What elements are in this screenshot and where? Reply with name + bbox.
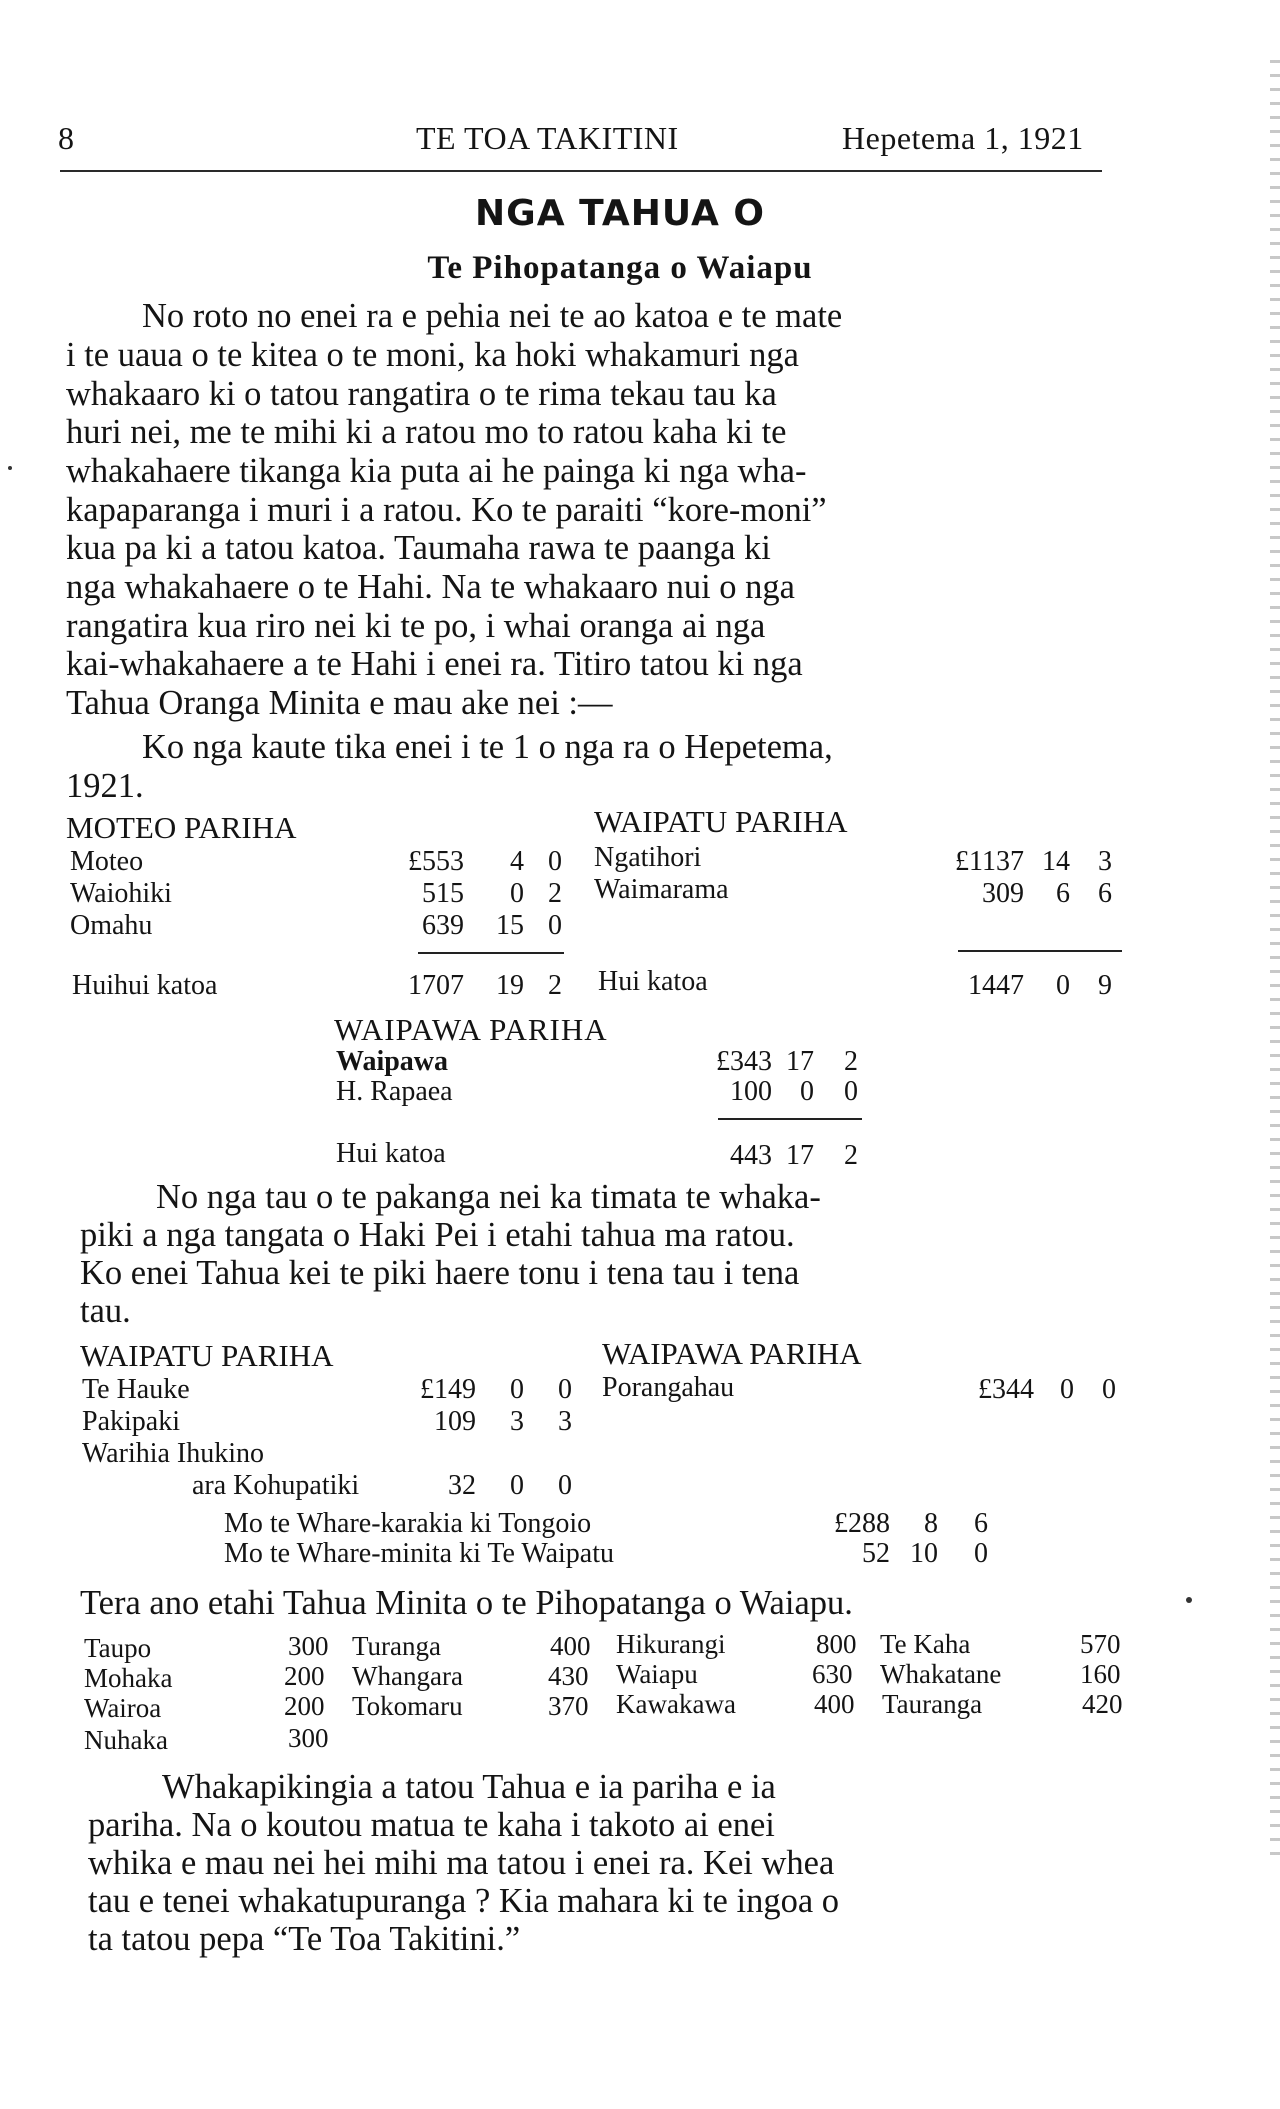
issue-date: Hepetema 1, 1921 xyxy=(842,120,1084,156)
row-name: Warihia Ihukino xyxy=(82,1438,265,1469)
row-name: Te Hauke xyxy=(82,1374,190,1405)
fund-amount: 200 xyxy=(284,1691,325,1721)
text-line: kua pa ki a tatou katoa. Taumaha rawa te paanga ki xyxy=(66,529,771,567)
fund-amount: 200 xyxy=(284,1661,325,1691)
fund-pence: 0 xyxy=(974,1538,988,1569)
text-line: kai-whakahaere a te Hahi i enei ra. Titiro tatou ki nga xyxy=(66,645,803,683)
total-shillings: 17 xyxy=(786,1140,814,1171)
row-pounds: 309 xyxy=(982,878,1024,909)
text-line: nga whakahaere o te Hahi. Na te whakaaro nui o nga xyxy=(66,568,795,606)
fund-amount: 800 xyxy=(816,1629,857,1659)
total-pounds: 1447 xyxy=(968,970,1024,1001)
row-name: Pakipaki xyxy=(82,1406,180,1437)
row-name: Ngatihori xyxy=(594,842,702,873)
text-line: i te uaua o te kitea o te moni, ka hoki whakamuri nga xyxy=(66,336,799,374)
row-shillings: 4 xyxy=(510,846,524,877)
row-pence: 3 xyxy=(558,1406,572,1437)
text-line: tau e tenei whakatupuranga ? Kia mahara ki te ingoa o xyxy=(88,1882,840,1920)
row-shillings: 0 xyxy=(1060,1374,1074,1405)
row-pence: 0 xyxy=(548,846,562,877)
fund-amount: 300 xyxy=(288,1631,329,1661)
text-line: whakaaro ki o tatou rangatira o te rima tekau tau ka xyxy=(66,375,777,413)
text-line: kapaparanga i muri i a ratou. Ko te paraiti “kore-moni” xyxy=(66,491,827,529)
row-shillings: 0 xyxy=(510,878,524,909)
text-line: piki a nga tangata o Haki Pei i etahi tahua ma ratou. xyxy=(80,1216,795,1254)
row-name: Waipawa xyxy=(336,1046,449,1077)
fund-name: Whakatane xyxy=(880,1659,1002,1689)
row-name: Waiohiki xyxy=(70,878,172,909)
other-funds-heading: Tera ano etahi Tahua Minita o te Pihopatanga o Waiapu. xyxy=(80,1584,853,1622)
fund-name: Turanga xyxy=(352,1631,442,1661)
header-rule xyxy=(60,170,1102,172)
fund-name: Nuhaka xyxy=(84,1725,168,1755)
text-line: Ko nga kaute tika enei i te 1 o nga ra o Hepetema, xyxy=(142,728,833,766)
fund-name: Mohaka xyxy=(84,1663,173,1693)
total-pounds: 443 xyxy=(730,1140,772,1171)
row-pounds: £553 xyxy=(408,846,464,877)
text-line: tau. xyxy=(80,1292,131,1330)
fund-name: Tauranga xyxy=(882,1689,983,1719)
total-label: Hui katoa xyxy=(336,1138,446,1169)
row-shillings: 0 xyxy=(510,1374,524,1405)
text-line: No roto no enei ra e pehia nei te ao katoa e te mate xyxy=(142,297,843,335)
text-line: Ko enei Tahua kei te piki haere tonu i tena tau i tena xyxy=(80,1254,800,1292)
row-pounds: 639 xyxy=(422,910,464,941)
row-shillings: 3 xyxy=(510,1406,524,1437)
total-pence: 2 xyxy=(844,1140,858,1171)
row-pounds: 109 xyxy=(434,1406,476,1437)
fund-shillings: 8 xyxy=(924,1508,938,1539)
row-name: ara Kohupatiki xyxy=(192,1470,360,1501)
text-line: pariha. Na o koutou matua te kaha i takoto ai enei xyxy=(88,1806,775,1844)
row-pence: 0 xyxy=(1102,1374,1116,1405)
fund-amount: 160 xyxy=(1080,1659,1121,1689)
scan-speck xyxy=(8,466,12,470)
text-line: Whakapikingia a tatou Tahua e ia pariha e ia xyxy=(162,1768,776,1806)
article-subtitle: Te Pihopatanga o Waiapu xyxy=(427,250,813,286)
row-pence: 0 xyxy=(548,910,562,941)
row-shillings: 15 xyxy=(496,910,524,941)
fund-amount: 300 xyxy=(288,1723,329,1753)
row-pence: 2 xyxy=(548,878,562,909)
text-line: ta tatou pepa “Te Toa Takitini.” xyxy=(88,1920,521,1958)
total-shillings: 19 xyxy=(496,970,524,1001)
fund-amount: 630 xyxy=(812,1659,853,1689)
row-pounds: £149 xyxy=(420,1374,476,1405)
row-pence: 0 xyxy=(558,1470,572,1501)
text-line: huri nei, me te mihi ki a ratou mo to ratou kaha ki te xyxy=(66,413,787,451)
row-shillings: 0 xyxy=(800,1076,814,1107)
fund-amount: 400 xyxy=(814,1689,855,1719)
row-pounds: 100 xyxy=(730,1076,772,1107)
row-shillings: 17 xyxy=(786,1046,814,1077)
text-line: 1921. xyxy=(66,767,144,805)
sum-rule xyxy=(418,952,564,954)
row-pounds: £1137 xyxy=(955,846,1024,877)
row-pence: 6 xyxy=(1098,878,1112,909)
fund-amount: 400 xyxy=(550,1631,591,1661)
page-edge-noise xyxy=(1270,60,1280,1860)
row-name: Porangahau xyxy=(602,1372,735,1403)
journal-title: TE TOA TAKITINI xyxy=(416,120,679,156)
row-shillings: 14 xyxy=(1042,846,1070,877)
text-line: rangatira kua riro nei ki te po, i whai oranga ai nga xyxy=(66,607,766,645)
page-number: 8 xyxy=(58,120,75,156)
row-pounds: £344 xyxy=(978,1374,1034,1405)
fund-amount: 430 xyxy=(548,1661,589,1691)
total-label: Hui katoa xyxy=(598,966,708,997)
row-pounds: 32 xyxy=(448,1470,476,1501)
row-pence: 3 xyxy=(1098,846,1112,877)
fund-name: Wairoa xyxy=(84,1693,162,1723)
article-title: NGA TAHUA O xyxy=(475,193,765,234)
fund-pence: 6 xyxy=(974,1508,988,1539)
row-pence: 2 xyxy=(844,1046,858,1077)
fund-name: Hikurangi xyxy=(616,1629,726,1659)
row-name: Moteo xyxy=(70,846,144,877)
row-shillings: 0 xyxy=(510,1470,524,1501)
total-pounds: 1707 xyxy=(408,970,464,1001)
text-line: No nga tau o te pakanga nei ka timata te whaka- xyxy=(156,1178,821,1216)
fund-name: Waiapu xyxy=(616,1659,698,1689)
row-pence: 0 xyxy=(844,1076,858,1107)
row-name: Omahu xyxy=(70,910,153,941)
fund-name: Taupo xyxy=(84,1633,152,1663)
fund-amount: 420 xyxy=(1082,1689,1123,1719)
fund-name: Mo te Whare-minita ki Te Waipatu xyxy=(224,1538,615,1569)
text-line: whika e mau nei hei mihi ma tatou i enei ra. Kei whea xyxy=(88,1844,835,1882)
fund-name: Kawakawa xyxy=(616,1689,736,1719)
total-pence: 9 xyxy=(1098,970,1112,1001)
total-label: Huihui katoa xyxy=(72,970,218,1001)
fund-name: Mo te Whare-karakia ki Tongoio xyxy=(224,1508,592,1539)
table-heading: WAIPAWA PARIHA xyxy=(334,1012,608,1047)
fund-amount: 370 xyxy=(548,1691,589,1721)
table-heading: WAIPATU PARIHA xyxy=(80,1338,334,1373)
fund-pounds: 52 xyxy=(862,1538,890,1569)
row-name: Waimarama xyxy=(594,874,729,905)
text-line: Tahua Oranga Minita e mau ake nei :— xyxy=(66,684,613,722)
text-line: whakahaere tikanga kia puta ai he painga ki nga wha- xyxy=(66,452,807,490)
fund-amount: 570 xyxy=(1080,1629,1121,1659)
row-shillings: 6 xyxy=(1056,878,1070,909)
fund-name: Tokomaru xyxy=(352,1691,463,1721)
sum-rule xyxy=(718,1118,862,1120)
fund-name: Te Kaha xyxy=(880,1629,971,1659)
table-heading: WAIPATU PARIHA xyxy=(594,804,848,839)
row-pounds: £343 xyxy=(716,1046,772,1077)
sum-rule xyxy=(958,950,1122,952)
total-pence: 2 xyxy=(548,970,562,1001)
total-shillings: 0 xyxy=(1056,970,1070,1001)
fund-name: Whangara xyxy=(352,1661,463,1691)
row-pounds: 515 xyxy=(422,878,464,909)
scan-speck xyxy=(1186,1597,1192,1603)
fund-shillings: 10 xyxy=(910,1538,938,1569)
row-name: H. Rapaea xyxy=(336,1076,453,1107)
table-heading: WAIPAWA PARIHA xyxy=(602,1336,862,1371)
row-pence: 0 xyxy=(558,1374,572,1405)
fund-pounds: £288 xyxy=(834,1508,890,1539)
table-heading: MOTEO PARIHA xyxy=(66,810,297,845)
